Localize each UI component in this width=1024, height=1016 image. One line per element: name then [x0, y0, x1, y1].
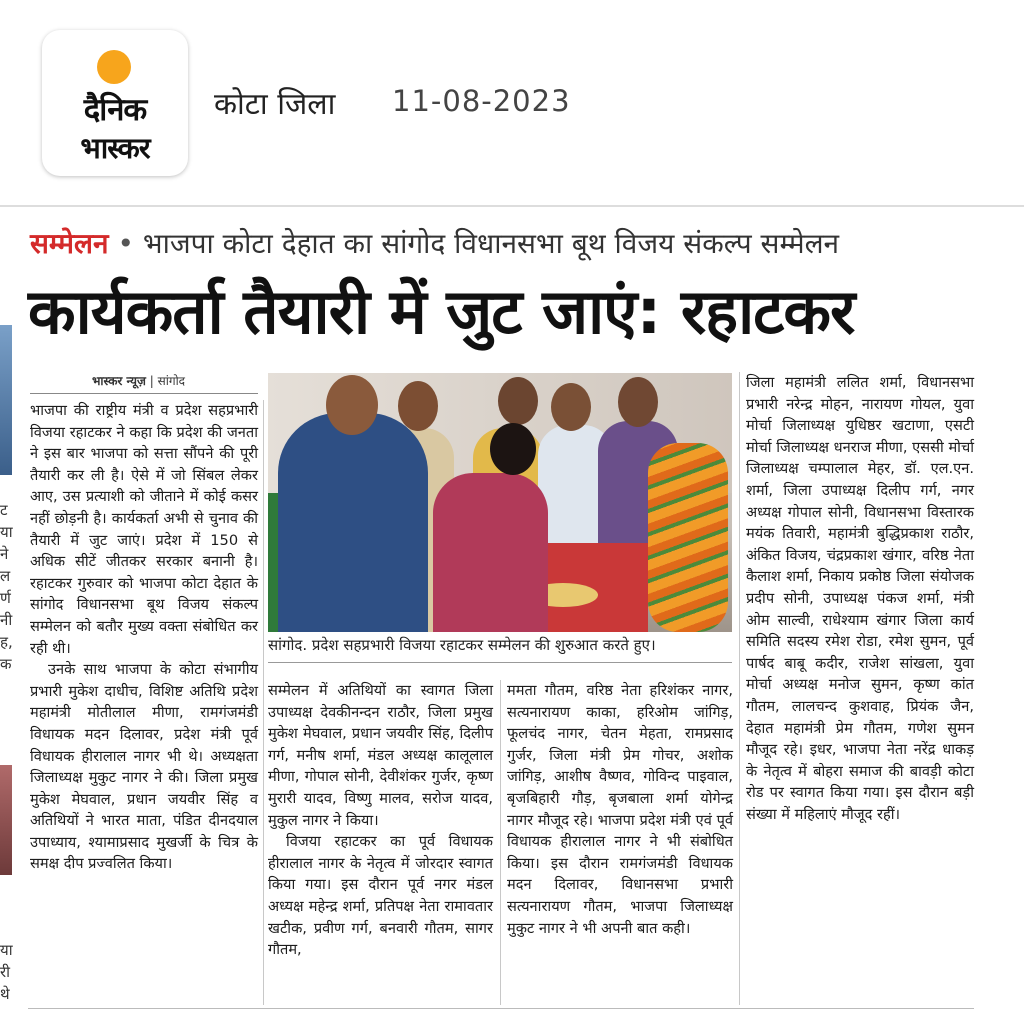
- article-column-1: [30, 400, 258, 875]
- text-fragment: री: [0, 963, 11, 981]
- text-fragment: नी: [0, 611, 13, 629]
- text-fragment: र्ण: [0, 589, 11, 607]
- article-column-3: [507, 680, 733, 939]
- photo-person-head: [551, 383, 591, 431]
- article-kicker: [30, 224, 839, 262]
- photo-person: [278, 413, 428, 632]
- photo-garlands: [648, 443, 728, 632]
- text-fragment: क: [0, 655, 12, 673]
- byline-place: सांगोद: [157, 374, 186, 388]
- byline-source: भास्कर न्यूज़: [92, 374, 146, 388]
- text-fragment: ने: [0, 545, 9, 563]
- paragraph: उनके साथ भाजपा के कोटा संभागीय प्रभारी मुकेश दाधीच, विशिष्ट अतिथि प्रदेश महामंत्री मोतीलाल मीणा, रामगंजमंडी विधायक मदन दिलावर, प्रदेश मंत्री पूर्व विधायक हीरालाल नागर भी थे। अध्यक्षता जिलाध्यक्ष मुकुट नागर ने की। जिला प्रमुख मुकेश मेघवाल, प्रधान जयवीर सिंह व अतिथियों ने भारत माता, पंडित दीनदयाल उपाध्याय, श्यामाप्रसाद मुखर्जी के चित्र के समक्ष दीप प्रज्वलित किया।: [30, 661, 258, 873]
- text-fragment: या: [0, 523, 13, 541]
- photo-person-head: [326, 375, 378, 435]
- paragraph: जिला महामंत्री ललित शर्मा, विधानसभा प्रभारी नरेन्द्र मोहन, नारायण गोयल, युवा मोर्चा जिलाध्यक्ष युधिष्ठर खटाणा, एसटी मोर्चा जिलाध्यक्ष धनराज मीणा, एससी मोर्चा जिलाध्यक्ष चम्पालाल मेहर, डॉ. एल.एन. शर्मा, जिला उपाध्यक्ष दिलीप गर्ग, नगर अध्यक्ष गोपाल सोनी, विधानसभा विस्तारक मयंक तिवारी, महामंत्री बुद्धिप्रकाश राठौर, अंकित विजय, चंद्रप्रकाश खंगार, वरिष्ठ नेता कैलाश शर्मा, निकाय प्रकोष्ठ जिला संयोजक प्रदीप सोनी, उपाध्यक्ष पंकज शर्मा, मंत्री ओम साल्वी, राधेश्याम खंगार जिला कार्य समिति सदस्य रमेश रोडा, रमेश सुमन, पूर्व पार्षद बाबू कदीर, राजेश सांखला, युवा मोर्चा अध्यक्ष मनोज सुमन, कृष्ण कांत गौतम, लालचन्द कुशवाह, प्रियंक जैन, देहात महामंत्री प्रेम गौतम, गणेश सुमन मौजूद रहे। इधर, भाजपा नेता नरेंद्र धाकड़ के नेतृत्व में बोहरा समाज की बावड़ी कोटा रोड पर स्वागत किया गया। इस दौरान बड़ी संख्या में महिलाएं मौजूद रहीं।: [746, 374, 974, 823]
- kicker-label: सम्मेलन: [30, 227, 109, 260]
- column-divider: [500, 680, 501, 1005]
- photo-person-head: [398, 381, 438, 431]
- sun-icon: [97, 50, 131, 84]
- column-divider: [739, 372, 740, 1005]
- bottom-divider: [28, 1008, 974, 1009]
- logo-text-line1: दैनिक: [83, 92, 147, 128]
- photo-caption: सांगोद. प्रदेश सहप्रभारी विजया रहाटकर सम्मेलन की शुरुआत करते हुए।: [268, 636, 656, 654]
- text-fragment: ह,: [0, 633, 13, 651]
- byline: भास्कर न्यूज़ | सांगोद: [92, 374, 186, 388]
- paragraph: विजया रहाटकर का पूर्व विधायक हीरालाल नागर के नेतृत्व में जोरदार स्वागत किया गया। इस दौरान पूर्व नगर मंडल अध्यक्ष महेन्द्र शर्मा, प्रतिपक्ष नेता रामावतार खटीक, प्रवीण गर्ग, बनवारी गौतम, सागर गौतम,: [268, 833, 493, 959]
- column-divider: [263, 400, 264, 1005]
- article-headline: कार्यकर्ता तैयारी में जुट जाएं: रहाटकर: [28, 275, 855, 348]
- adjacent-article-strip: [0, 270, 14, 1016]
- text-fragment: ल: [0, 567, 11, 585]
- article-column-4: [746, 372, 974, 825]
- text-fragment: या: [0, 941, 13, 959]
- adjacent-photo-fragment: [0, 325, 12, 475]
- dainik-bhaskar-logo[interactable]: [42, 30, 188, 176]
- kicker-text: भाजपा कोटा देहात का सांगोद विधानसभा बूथ विजय संकल्प सम्मेलन: [142, 227, 840, 260]
- edition-title: कोटा जिला: [214, 87, 336, 122]
- kicker-separator: •: [117, 227, 134, 260]
- paragraph: भाजपा की राष्ट्रीय मंत्री व प्रदेश सहप्रभारी विजया रहाटकर ने कहा कि प्रदेश की जनता ने इस बार भाजपा को सत्ता सौंपने की पूरी तैयारी कर ली है। ऐसे में जो सिंबल लेकर आए, उस प्रत्याशी को जीताने में कोई कसर नहीं छोड़नी है। कार्यकर्ता अभी से चुनाव की तैयारी में जुट जाएं। प्रदेश में 150 से अधिक सीटें जीतकर सरकार बनानी है। रहाटकर गुरुवार को भाजपा कोटा देहात के सांगोद विधानसभा बूथ विजय संकल्प सम्मेलन को बतौर मुख्य वक्ता संबोधित कर रही थी।: [30, 402, 258, 657]
- article-photo[interactable]: [268, 373, 732, 632]
- byline-divider: [30, 393, 258, 394]
- photo-person-head: [490, 423, 536, 475]
- logo-text-line2: भास्कर: [80, 131, 150, 165]
- article-column-2: [268, 680, 493, 961]
- paragraph: ममता गौतम, वरिष्ठ नेता हरिशंकर नागर, सत्यनारायण काका, हरिओम जांगिड़, फूलचंद नागर, चेतन मेहता, रामप्रसाद गुर्जर, जिला मंत्री प्रेम गोचर, अशोक जांगिड़, आशीष वैष्णव, गोविन्द पाइवाल, बृजबिहारी गौड़, बृजबाला शर्मा योगेन्द्र नागर मौजूद रहे। भाजपा प्रदेश मंत्री एवं पूर्व विधायक हीरालाल नागर ने भी संबोधित किया। इस दौरान रामगंजमंडी विधायक मदन दिलावर, विधानसभा प्रभारी सत्यनारायण गौतम, भाजपा जिलाध्यक्ष मुकुट नागर ने भी अपनी बात कही।: [507, 682, 733, 937]
- photo-person: [433, 473, 548, 632]
- caption-divider: [268, 662, 732, 663]
- edition-date: 11-08-2023: [392, 84, 571, 118]
- photo-person-head: [498, 377, 538, 425]
- paragraph: सम्मेलन में अतिथियों का स्वागत जिला उपाध्यक्ष देवकीनन्दन राठौर, जिला प्रमुख मुकेश मेघवाल, प्रधान जयवीर सिंह, दिलीप गर्ग, मनीष शर्मा, मंडल अध्यक्ष कालूलाल मीणा, गोपाल सोनी, देवीशंकर गुर्जर, कृष्ण मुरारी यादव, विष्णु मालव, सरोज यादव, मुकुल नागर ने किया।: [268, 682, 493, 829]
- adjacent-photo-fragment: [0, 765, 12, 875]
- header-divider: [0, 205, 1024, 207]
- text-fragment: थे: [0, 985, 10, 1003]
- text-fragment: ट: [0, 501, 8, 519]
- photo-person-head: [618, 377, 658, 427]
